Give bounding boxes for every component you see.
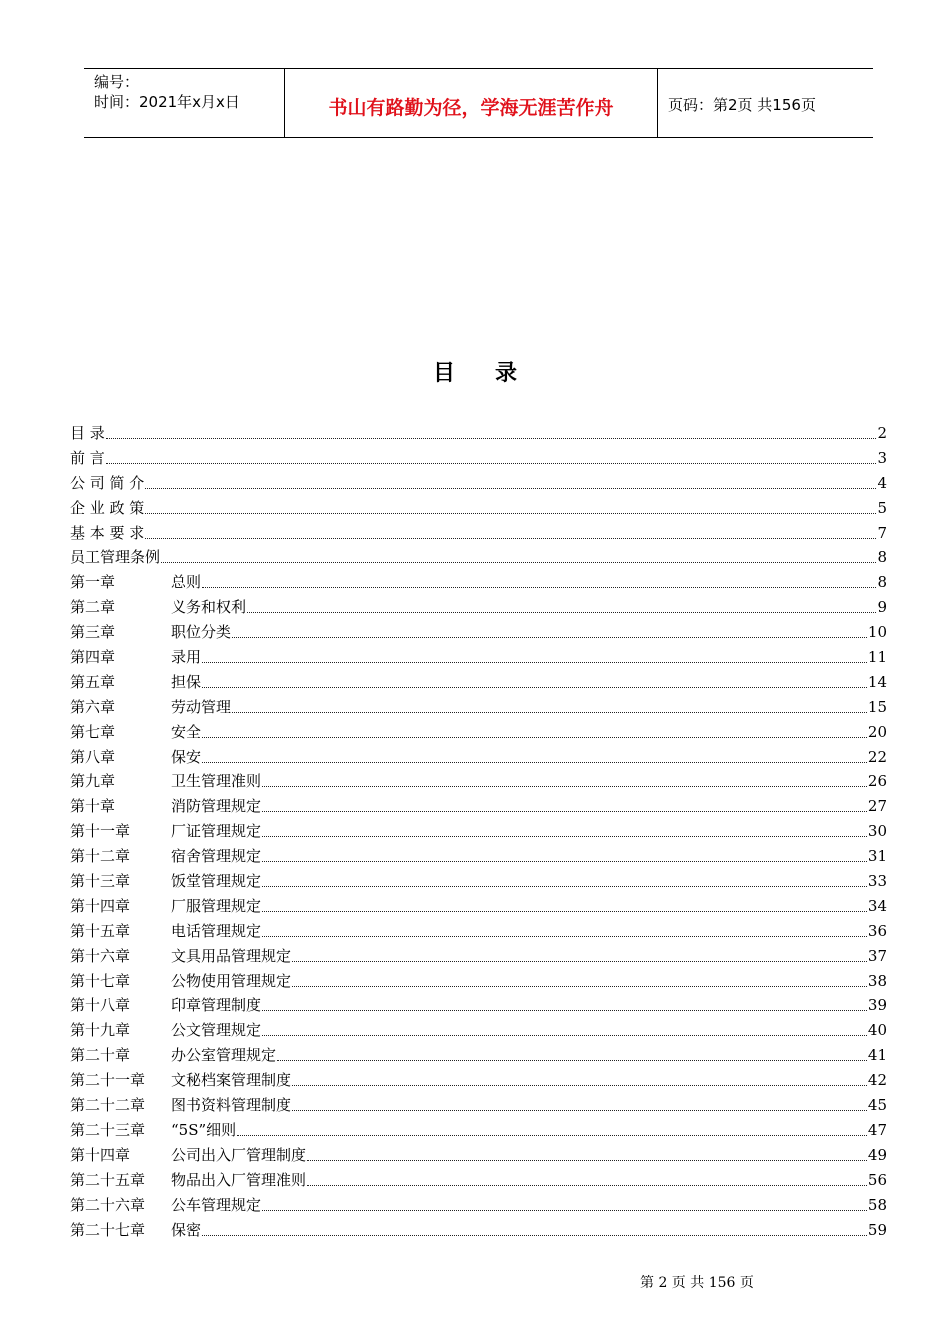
toc-section-name: 物品出入厂管理准则 [171, 1170, 307, 1189]
toc-entry[interactable] [70, 496, 887, 521]
toc-section-name: 宿舍管理规定 [171, 847, 262, 866]
toc-page-number: 56 [867, 1170, 887, 1189]
toc-page-number: 42 [867, 1071, 887, 1090]
table-of-contents [70, 421, 887, 1242]
toc-page-number: 34 [867, 896, 887, 915]
toc-chapter: 基 本 要 求 [70, 523, 145, 542]
toc-section-name: 保安 [171, 747, 202, 766]
toc-entry[interactable] [70, 446, 887, 471]
toc-dot-leader [307, 1168, 867, 1186]
toc-entry[interactable] [70, 471, 887, 496]
toc-entry[interactable] [70, 1043, 887, 1068]
toc-page-number: 10 [867, 623, 887, 642]
toc-entry[interactable] [70, 794, 887, 819]
toc-chapter: 第十六章 [70, 946, 131, 965]
toc-dot-leader [292, 969, 867, 987]
toc-entry[interactable] [70, 969, 887, 994]
toc-section-name: 总则 [171, 573, 202, 592]
toc-page-number: 31 [867, 847, 887, 866]
toc-page-number: 40 [867, 1021, 887, 1040]
toc-section-name: 安全 [171, 722, 202, 741]
toc-entry[interactable] [70, 844, 887, 869]
toc-dot-leader [232, 620, 867, 638]
toc-dot-leader [307, 1143, 867, 1161]
toc-page-number: 30 [867, 822, 887, 841]
toc-entry[interactable] [70, 1118, 887, 1143]
toc-dot-leader [232, 695, 867, 713]
toc-dot-leader [262, 993, 867, 1011]
toc-entry[interactable] [70, 993, 887, 1018]
header-motto: 书山有路勤为径，学海无涯苦作舟 [328, 97, 614, 119]
toc-dot-leader [262, 1018, 867, 1036]
toc-dot-leader [262, 819, 867, 837]
toc-section-name: 厂证管理规定 [171, 822, 262, 841]
toc-chapter: 第二十三章 [70, 1120, 146, 1139]
toc-chapter: 第十五章 [70, 921, 131, 940]
toc-dot-leader [277, 1043, 867, 1061]
toc-dot-leader [202, 670, 867, 688]
toc-page-number: 4 [877, 473, 887, 492]
toc-entry[interactable] [70, 595, 887, 620]
toc-page-number: 41 [867, 1046, 887, 1065]
toc-section-name: 公司出入厂管理制度 [171, 1145, 307, 1164]
toc-chapter: 第四章 [70, 648, 116, 667]
toc-dot-leader [262, 844, 867, 862]
toc-chapter: 第二章 [70, 598, 116, 617]
toc-dot-leader [145, 521, 876, 539]
toc-entry[interactable] [70, 695, 887, 720]
toc-chapter: 第一章 [70, 573, 116, 592]
toc-entry[interactable] [70, 1093, 887, 1118]
toc-section-name: 消防管理规定 [171, 797, 262, 816]
toc-section-name: 图书资料管理制度 [171, 1096, 292, 1115]
toc-section-name: 职位分类 [171, 623, 232, 642]
toc-page-number: 3 [877, 448, 887, 467]
toc-page-number: 20 [867, 722, 887, 741]
toc-page-number: 38 [867, 971, 887, 990]
toc-chapter: 第二十章 [70, 1046, 131, 1065]
toc-dot-leader [202, 720, 867, 738]
toc-chapter: 第二十六章 [70, 1195, 146, 1214]
toc-section-name: 饭堂管理规定 [171, 872, 262, 891]
toc-page-number: 45 [867, 1096, 887, 1115]
toc-chapter: 第七章 [70, 722, 116, 741]
toc-section-name: 保密 [171, 1220, 202, 1239]
header-meta-cell [84, 69, 285, 137]
toc-page-number: 49 [867, 1145, 887, 1164]
toc-page-number: 39 [867, 996, 887, 1015]
toc-page-number: 9 [877, 598, 887, 617]
toc-chapter: 第十七章 [70, 971, 131, 990]
toc-section-name: 电话管理规定 [171, 921, 262, 940]
toc-entry[interactable] [70, 894, 887, 919]
toc-chapter: 企 业 政 策 [70, 498, 145, 517]
toc-chapter: 第十二章 [70, 847, 131, 866]
toc-entry[interactable] [70, 944, 887, 969]
toc-section-name: 录用 [171, 648, 202, 667]
toc-entry[interactable] [70, 645, 887, 670]
toc-page-number: 59 [867, 1220, 887, 1239]
toc-section-name: 卫生管理准则 [171, 772, 262, 791]
toc-dot-leader [262, 869, 867, 887]
toc-chapter: 第五章 [70, 672, 116, 691]
toc-page-number: 8 [877, 548, 887, 567]
toc-section-name: 劳动管理 [171, 697, 232, 716]
toc-dot-leader [292, 944, 867, 962]
toc-section-name: 公车管理规定 [171, 1195, 262, 1214]
toc-chapter: 第十四章 [70, 896, 131, 915]
toc-chapter: 目 录 [70, 424, 105, 442]
toc-section-name: 担保 [171, 672, 202, 691]
toc-entry[interactable] [70, 769, 887, 794]
toc-entry[interactable] [70, 1218, 887, 1243]
header-motto-cell [285, 69, 658, 137]
toc-entry[interactable] [70, 1193, 887, 1218]
toc-chapter: 第十九章 [70, 1021, 131, 1040]
toc-dot-leader [262, 769, 867, 787]
toc-chapter: 第九章 [70, 772, 116, 791]
toc-entry[interactable] [70, 1168, 887, 1193]
toc-entry[interactable] [70, 620, 887, 645]
toc-dot-leader [202, 1218, 867, 1236]
toc-dot-leader [106, 421, 877, 439]
toc-dot-leader [262, 894, 867, 912]
toc-page-number: 7 [877, 523, 887, 542]
toc-section-name: “5S”细则 [171, 1120, 237, 1139]
toc-section-name: 印章管理制度 [171, 996, 262, 1015]
toc-entry[interactable] [70, 570, 887, 595]
toc-page-number: 15 [867, 697, 887, 716]
toc-dot-leader [262, 1193, 867, 1211]
toc-chapter: 第二十二章 [70, 1096, 146, 1115]
toc-section-name: 文秘档案管理制度 [171, 1071, 292, 1090]
toc-chapter: 第二十五章 [70, 1170, 146, 1189]
header-page-cell [658, 69, 873, 137]
toc-page-number: 14 [867, 672, 887, 691]
page-header [84, 68, 873, 138]
toc-entry[interactable] [70, 1143, 887, 1168]
toc-entry[interactable] [70, 670, 887, 695]
toc-chapter: 第二十一章 [70, 1071, 146, 1090]
toc-page-number: 26 [867, 772, 887, 791]
toc-chapter: 前 言 [70, 448, 105, 467]
toc-entry[interactable] [70, 745, 887, 770]
toc-dot-leader [202, 745, 867, 763]
toc-section-name: 义务和权利 [171, 598, 247, 617]
toc-dot-leader [237, 1118, 867, 1136]
toc-chapter: 第八章 [70, 747, 116, 766]
toc-chapter: 第十章 [70, 797, 116, 816]
toc-section-name: 公物使用管理规定 [171, 971, 292, 990]
toc-chapter: 第二十七章 [70, 1220, 146, 1239]
toc-page-number: 11 [867, 648, 887, 667]
toc-dot-leader [262, 919, 867, 937]
toc-page-number: 8 [877, 573, 887, 592]
toc-section-name: 公文管理规定 [171, 1021, 262, 1040]
toc-entry[interactable] [70, 545, 887, 570]
toc-section-name: 办公室管理规定 [171, 1046, 277, 1065]
toc-entry[interactable] [70, 1068, 887, 1093]
toc-chapter: 第六章 [70, 697, 116, 716]
toc-dot-leader [247, 595, 876, 613]
toc-page-number: 2 [877, 424, 887, 442]
toc-entry[interactable] [70, 1018, 887, 1043]
page-footer: 第 2 页 共 156 页 [640, 1275, 754, 1291]
toc-entry[interactable] [70, 919, 887, 944]
toc-section-name: 文具用品管理规定 [171, 946, 292, 965]
toc-entry[interactable] [70, 819, 887, 844]
toc-page-number: 33 [867, 872, 887, 891]
toc-page-number: 47 [867, 1120, 887, 1139]
toc-chapter: 公 司 简 介 [70, 473, 145, 492]
toc-dot-leader [161, 545, 876, 563]
toc-section-name: 厂服管理规定 [171, 896, 262, 915]
toc-chapter: 第三章 [70, 623, 116, 642]
toc-page-number: 58 [867, 1195, 887, 1214]
header-page-info: 页码：第2页 共156页 [668, 96, 816, 114]
toc-chapter: 第十三章 [70, 872, 131, 891]
document-number-label: 编号： [94, 73, 140, 91]
toc-dot-leader [145, 471, 876, 489]
toc-chapter: 员工管理条例 [70, 548, 161, 567]
toc-chapter: 第十四章 [70, 1145, 131, 1164]
toc-entry[interactable] [70, 869, 887, 894]
toc-page-number: 22 [867, 747, 887, 766]
toc-entry[interactable] [70, 521, 887, 546]
toc-dot-leader [292, 1093, 867, 1111]
toc-dot-leader [106, 446, 877, 464]
toc-dot-leader [292, 1068, 867, 1086]
toc-dot-leader [202, 570, 876, 588]
toc-chapter: 第十一章 [70, 822, 131, 841]
toc-title: 目录 [432, 361, 557, 386]
toc-dot-leader [202, 645, 867, 663]
toc-page-number: 5 [877, 498, 887, 517]
toc-page-number: 37 [867, 946, 887, 965]
document-date-label: 时间：2021年x月x日 [94, 93, 240, 111]
toc-page-number: 27 [867, 797, 887, 816]
toc-dot-leader [145, 496, 876, 514]
toc-entry[interactable] [70, 421, 887, 446]
toc-page-number: 36 [867, 921, 887, 940]
toc-chapter: 第十八章 [70, 996, 131, 1015]
toc-dot-leader [262, 794, 867, 812]
toc-entry[interactable] [70, 720, 887, 745]
